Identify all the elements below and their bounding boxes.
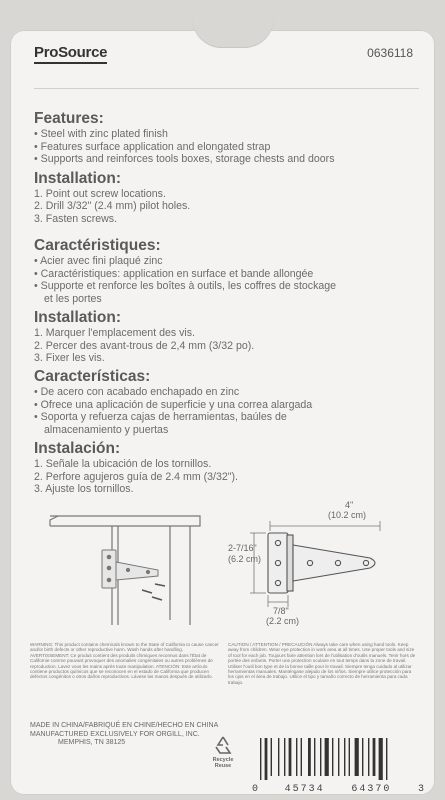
recycle-label [205, 757, 241, 769]
barcode-bar [271, 738, 272, 776]
recycle-label-2: Reuse [214, 763, 232, 769]
installation-illustration [40, 510, 210, 630]
recycle-label-1: Recycle [212, 757, 234, 763]
sku-number: 0636118 [367, 46, 413, 60]
feature-fr-3: • Supporte et renforce les boîtes à outils, les coffres de stockage et les portes [34, 280, 337, 305]
hinge-dimension-diagram [240, 505, 420, 630]
barcode-digit-right: 3 [417, 784, 424, 795]
hinge-plate [268, 533, 375, 593]
feature-en-3: • Supports and reinforces tools boxes, storage chests and doors [34, 153, 335, 165]
barcode-bar [338, 738, 339, 776]
manufactured-text: MANUFACTURED EXCLUSIVELY FOR ORGILL, INC. [30, 730, 200, 738]
step-es-1: 1. Señale la ubicación de los tornillos. [34, 458, 212, 470]
height-cm-label: (6.2 cm) [228, 554, 262, 564]
barcode-bar [362, 738, 363, 776]
features-title-es: Características: [34, 368, 151, 385]
feature-fr-1: • Acier avec fini plaqué zinc [34, 255, 163, 267]
step-en-1: 1. Point out screw locations. [34, 187, 166, 200]
features-title-fr: Caractéristiques: [34, 237, 161, 254]
installation-title-fr: Installation: [34, 309, 121, 326]
features-title-en: Features: [34, 110, 104, 127]
barcode-bar [260, 738, 261, 780]
feature-es-1: • De acero con acabado enchapado en zinc [34, 386, 240, 398]
barcode-bar [355, 738, 359, 776]
barcode-bar [344, 738, 345, 776]
barcode-bar [296, 738, 297, 776]
step-fr-2: 2. Percer des avant-trous de 2,4 mm (3/32 po). [34, 339, 255, 352]
barcode-bar [265, 738, 268, 780]
leaf-cm-label: (2.2 cm) [266, 616, 300, 626]
barcode-bar [314, 738, 315, 776]
step-fr-1: 1. Marquer l'emplacement des vis. [34, 327, 195, 339]
feature-en-2: • Features surface application and elongated strap [34, 140, 271, 153]
width-cm-label: (10.2 cm) [328, 510, 367, 520]
step-fr-3: 3. Fixer les vis. [34, 352, 105, 364]
brand-logo: ProSource [34, 44, 107, 64]
installation-title-en: Installation: [34, 169, 121, 187]
hang-hole [192, 18, 274, 48]
made-in-text: MADE IN CHINA/FABRIQUÉ EN CHINE/HECHO EN CHINA [30, 722, 219, 729]
english-section [34, 110, 414, 225]
barcode-bar [379, 738, 383, 780]
barcode-group-1: 45734 [284, 784, 325, 795]
screws-drawing [142, 584, 165, 600]
feature-en-1: • Steel with zinc plated finish [34, 128, 168, 140]
manufacturer-info [30, 722, 218, 748]
barcode-bar [325, 738, 329, 776]
width-in-label: 4" [345, 500, 354, 510]
box-lid-outline [50, 516, 200, 526]
hinge-drawing [102, 550, 158, 588]
step-en-2: 2. Drill 3/32" (2.4 mm) pilot holes. [34, 200, 191, 212]
feature-es-3: • Soporta y refuerza cajas de herramientas, baúles de almacenamiento y puertas [34, 411, 287, 436]
city-text: MEMPHIS, TN 38125 [58, 739, 126, 746]
barcode-bar [373, 738, 376, 776]
feature-fr-2: • Caractéristiques: application en surface et bande allongée [34, 267, 314, 280]
barcode-bar [349, 738, 350, 776]
barcode-bar [386, 738, 387, 780]
barcode-bar [320, 738, 321, 776]
barcode-digit-left: 0 [252, 784, 259, 795]
french-section [34, 237, 414, 365]
height-in-label: 2-7/16" [228, 543, 257, 553]
caution-text: CAUTION / ATTENTION / PRECAUCIÓN Always take care when using hand tools. Keep away from children. Wear eye protection in work area at all times. Use proper tools and size of tool for each job. Toujours faire attention lors de l'utilisation d'outils manuels. Tenir hors de portée des enfants. Porter une protection oculaire en tout temps dans la zone de travail. Utiliser l'outil bon type et de la bonne taille pour le travail. Siempre tenga cuidado al utilizar herramientas manuales. Manténgase alejado de los niños. Siempre utilice protección para los ojos en el área de trabajo. Utilice el tipo y tamaño correcto de herramienta para cada trabajo. [228, 642, 416, 685]
barcode-bar [284, 738, 285, 776]
barcode-bar [332, 738, 333, 776]
step-es-2: 2. Perfore agujeros guía de 2.4 mm (3/32"). [34, 470, 238, 483]
installation-title-es: Instalación: [34, 440, 121, 457]
barcode [252, 738, 422, 780]
barcode-bar [368, 738, 369, 776]
barcode-digits [252, 784, 424, 795]
barcode-group-2: 64370 [351, 784, 392, 795]
barcode-bar [301, 738, 302, 776]
step-es-3: 3. Ajuste los tornillos. [34, 483, 134, 495]
leaf-in-label: 7/8" [273, 606, 289, 616]
barcode-bar [308, 738, 311, 776]
barcode-bar [278, 738, 279, 776]
spanish-section [34, 368, 414, 496]
barcode-bar [289, 738, 292, 776]
feature-es-2: • Ofrece una aplicación de superficie y una correa alargada [34, 398, 313, 411]
chemical-warning-text: WARNING: This product contains chemicals known to the State of California to cause cancer and/or birth defects or other reproductive harm. Wash hands after handling. AVERTISSEMENT: Ce produit contient des produits chimiques reconnus dans l'État de Californie comme pouvant provoquer des anomalies congénitales ou autres problèmes de reproduction. Lavez vous les mains après toute manipulation. ATENCIÓN: Este artículo contiene productos químicos que se reconocen en el estado de California que producen defectos congénitos o otros daños reproductivos. Lávese las manos después de utilizarlo. [30, 642, 219, 680]
header-divider [34, 88, 419, 89]
step-en-3: 3. Fasten screws. [34, 212, 118, 225]
